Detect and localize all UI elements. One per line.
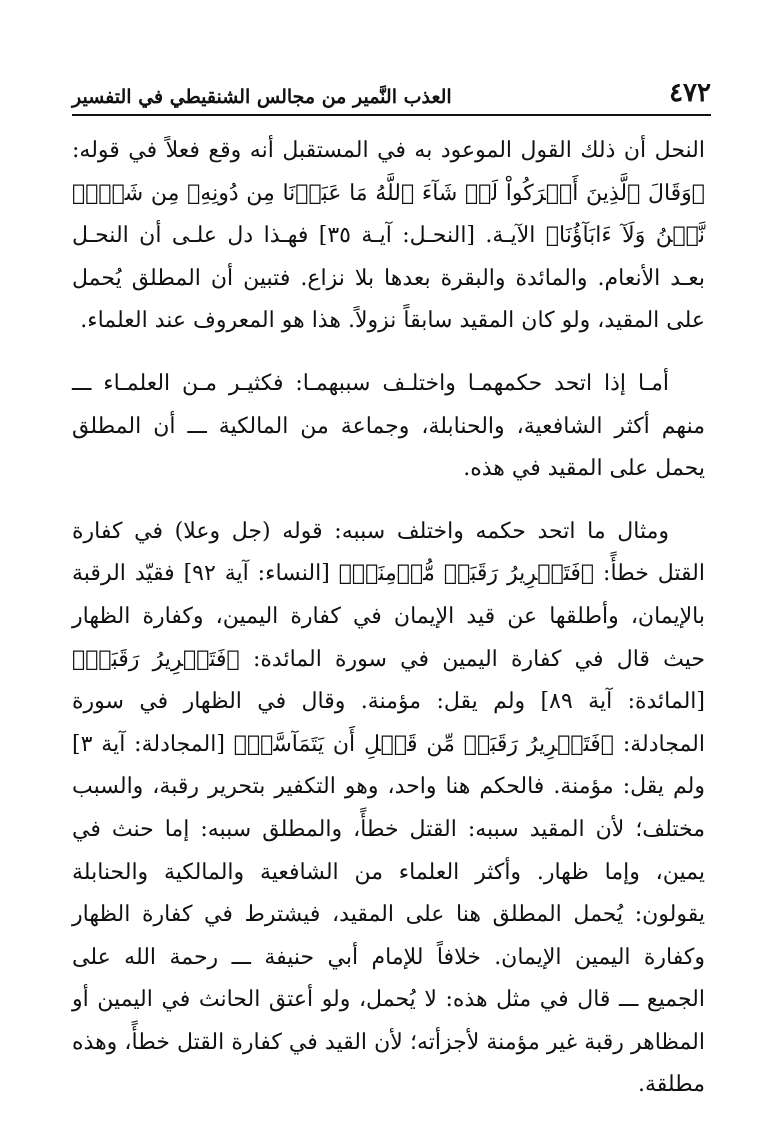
running-title: العذب النَّمير من مجالس الشنقيطي في التفسير (72, 86, 452, 108)
page-number: ٤٧٢ (669, 78, 711, 108)
paragraph-nahl-after-anam: النحل أن ذلك القول الموعود به في المستقبل أنه وقع فعلاً في قوله: ﴿وَقَالَ ٱلَّذِينَ أَشۡرَكُواْ لَوۡ شَآءَ ٱللَّهُ مَا عَبَدۡنَا مِن دُونِهِۦ مِن شَيۡءٖ نَّحۡنُ وَلَآ ءَابَآؤُنَا﴾ الآيـة. [النحـل: آيـة ٣٥] فهـذا دل علـى أن النحـل بعـد الأنعام. والمائدة والبقرة بعدها بلا نزاع. فتبين أن المطلق يُحمل على المقيد، ولو كان المقيد سابقاً نزولاً. هذا هو المعروف عند العلماء. (72, 138, 705, 334)
paragraph-kaffarah-example: ومثال ما اتحد حكمه واختلف سببه: قوله (جل وعلا) في كفارة القتل خطأً: ﴿فَتَحۡرِيرُ رَقَبَةٖ مُّؤۡمِنَةٖ﴾ [النساء: آية ٩٢] فقيّد الرقبة بالإيمان، وأطلقها عن قيد الإيمان في كفارة اليمين، وكفارة الظهار حيث قال في كفارة اليمين في سورة المائدة: ﴿فَتَحۡرِيرُ رَقَبَةٖ﴾ [المائدة: آية ٨٩] ولم يقل: مؤمنة. وقال في الظهار في سورة المجادلة: ﴿فَتَحۡرِيرُ رَقَبَةٖ مِّن قَبۡلِ أَن يَتَمَآسَّاۚ﴾ [المجادلة: آية ٣] ولم يقل: مؤمنة. فالحكم هنا واحد، وهو التكفير بتحرير رقبة، والسبب مختلف؛ لأن المقيد سببه: القتل خطأً، والمطلق سببه: إما حنث في يمين، وإما ظهار. وأكثر العلماء من الشافعية والمالكية والحنابلة يقولون: يُحمل المطلق هنا على المقيد، فيشترط في كفارة الظهار وكفارة اليمين الإيمان. خلافاً للإمام أبي حنيفة ـــ رحمة الله على الجميع ـــ قال في مثل هذه: لا يُحمل، ولو أعتق الحانث في اليمين أو المظاهر رقبة غير مؤمنة لأجزأته؛ لأن القيد في كفارة القتل خطأً، وهذه مطلقة. (72, 518, 705, 1098)
paragraph-gap (72, 491, 705, 511)
body-text (72, 130, 705, 1107)
page-header (72, 78, 711, 116)
paragraph-gap (72, 343, 705, 363)
paragraph-same-ruling-different-cause: أمـا إذا اتحد حكمهمـا واختلـف سببهمـا: فكثيـر مـن العلمـاء ـــ منهم أكثر الشافعية، والحنابلة، وجماعة من المالكية ـــ أن المطلق يحمل على المقيد في هذه. (72, 370, 705, 482)
